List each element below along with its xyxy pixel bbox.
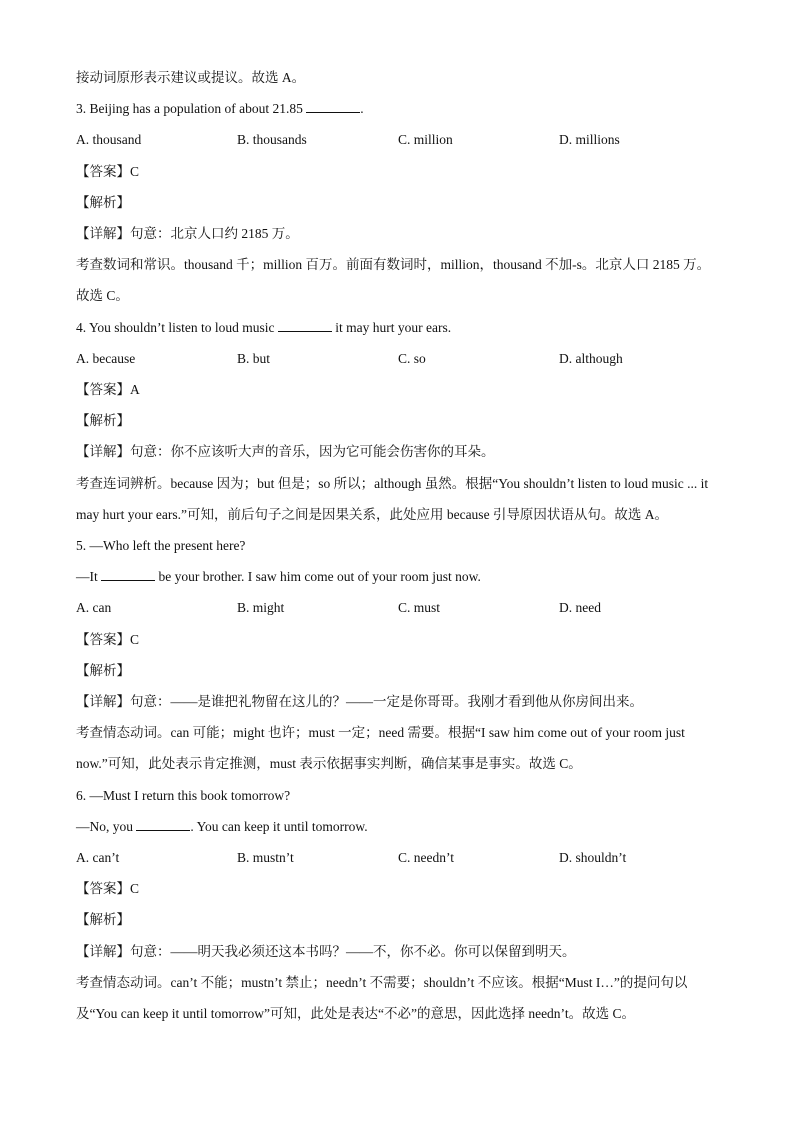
analysis-label: 【解析】 — [76, 912, 130, 928]
option-a: A. thousand — [76, 132, 142, 148]
question-6 — [76, 780, 720, 1030]
detail-line: 【详解】句意：北京人口约 2185 万。 — [76, 226, 299, 242]
explanation-text: 考查情态动词。can 可能；might 也许；must 一定；need 需要。根据“I saw him come out of your room just now.”可知，此处表示肯定推测，must 表示依据事实判断，确信某事是事实。故选 C。 — [76, 725, 685, 772]
options-row — [76, 343, 720, 374]
option-a: A. can — [76, 600, 112, 616]
question-stem: 4. You shouldn’t listen to loud music it may hurt your ears. — [76, 319, 452, 335]
options-row — [76, 842, 720, 873]
question-4 — [76, 312, 720, 530]
option-c: C. needn’t — [398, 850, 454, 866]
question-stem: 3. Beijing has a population of about 21.85 . — [76, 101, 364, 117]
options-row — [76, 124, 720, 155]
option-b: B. mustn’t — [237, 850, 294, 866]
question-stem: —No, you . You can keep it until tomorrow. — [76, 818, 368, 834]
document-content — [76, 62, 720, 1029]
option-d: D. although — [559, 350, 623, 366]
detail-line: 【详解】句意：你不应该听大声的音乐，因为它可能会伤害你的耳朵。 — [76, 444, 495, 460]
option-b: B. but — [237, 350, 271, 366]
answer-line: 【答案】C — [76, 631, 140, 647]
analysis-label: 【解析】 — [76, 662, 130, 678]
explanation-text: 考查数词和常识。thousand 千；million 百万。前面有数词时，million，thousand 不加-s。北京人口 2185 万。故选 C。 — [76, 257, 711, 304]
option-a: A. can’t — [76, 850, 120, 866]
answer-line: 【答案】C — [76, 163, 140, 179]
explanation-text: 考查连词辨析。because 因为；but 但是；so 所以；although 虽然。根据“You shouldn’t listen to loud music ... it may hurt your ears.”可知，前后句子之间是因果关系，此处应用 because 引导原因状语从句。故选 A。 — [76, 475, 709, 522]
answer-blank — [101, 568, 155, 581]
intro-line: 接动词原形表示建议或提议。故选 A。 — [76, 70, 306, 85]
answer-line: 【答案】C — [76, 881, 140, 897]
option-c: C. so — [398, 350, 426, 366]
option-d: D. shouldn’t — [559, 850, 627, 866]
explanation-text: 考查情态动词。can’t 不能；mustn’t 禁止；needn’t 不需要；shouldn’t 不应该。根据“Must I…”的提问句以及“You can keep it until tomorrow”可知，此处是表达“不必”的意思，因此选择 needn’t。故选 C。 — [76, 974, 688, 1022]
question-stem-line1: 6. —Must I return this book tomorrow? — [76, 787, 291, 803]
detail-line: 【详解】句意：——明天我必须还这本书吗？——不，你不必。你可以保留到明天。 — [76, 943, 576, 959]
detail-line: 【详解】句意：——是谁把礼物留在这儿的？——一定是你哥哥。我刚才看到他从你房间出来。 — [76, 694, 643, 710]
answer-blank — [136, 818, 190, 831]
analysis-label: 【解析】 — [76, 413, 130, 429]
option-c: C. must — [398, 600, 441, 616]
option-b: B. thousands — [237, 132, 307, 148]
option-c: C. million — [398, 132, 453, 148]
answer-line: 【答案】A — [76, 382, 140, 398]
option-a: A. because — [76, 350, 136, 366]
option-d: D. need — [559, 600, 601, 616]
answer-blank — [306, 100, 360, 113]
option-b: B. might — [237, 600, 285, 616]
question-5 — [76, 530, 720, 780]
option-d: D. millions — [559, 132, 620, 148]
options-row — [76, 592, 720, 623]
question-stem-line1: 5. —Who left the present here? — [76, 538, 246, 554]
answer-blank — [278, 319, 332, 332]
question-stem: —It be your brother. I saw him come out of your room just now. — [76, 569, 481, 585]
question-3 — [76, 93, 720, 311]
analysis-label: 【解析】 — [76, 194, 130, 210]
